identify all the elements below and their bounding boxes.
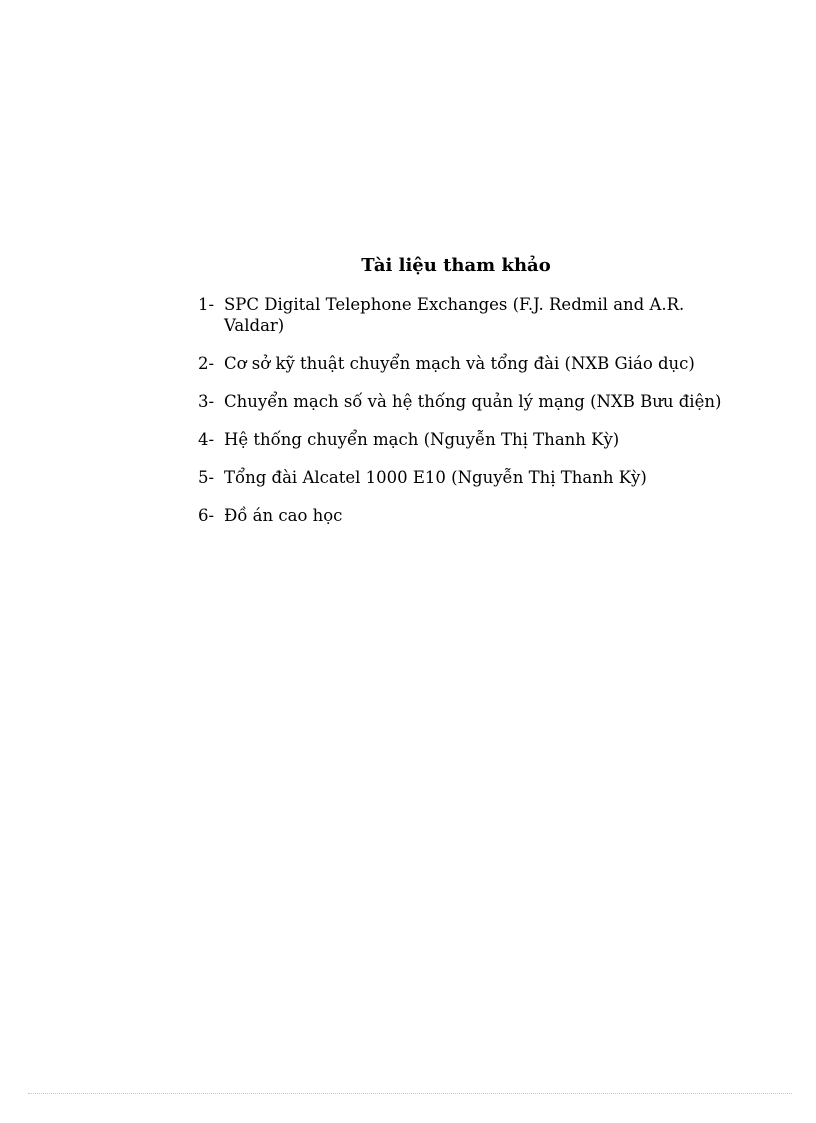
reference-item-5 — [198, 467, 738, 488]
reference-item-3 — [198, 391, 738, 412]
page-title: Tài liệu tham khảo — [361, 255, 551, 276]
reference-text: Chuyển mạch số và hệ thống quản lý mạng (NXB Bưu điện) — [224, 392, 722, 411]
reference-text: Đồ án cao học — [224, 506, 343, 525]
reference-number: 2- — [198, 354, 215, 373]
reference-text: Tổng đài Alcatel 1000 E10 (Nguyễn Thị Thanh Kỳ) — [224, 468, 647, 487]
reference-number: 1- — [198, 295, 215, 314]
reference-number: 3- — [198, 392, 215, 411]
reference-number: 4- — [198, 430, 215, 449]
reference-list — [198, 294, 738, 543]
reference-item-1 — [198, 294, 738, 336]
reference-item-6 — [198, 505, 738, 526]
reference-number: 6- — [198, 506, 215, 525]
reference-text: Hệ thống chuyển mạch (Nguyễn Thị Thanh Kỳ) — [224, 430, 620, 449]
reference-text: Cơ sở kỹ thuật chuyển mạch và tổng đài (NXB Giáo dục) — [224, 354, 695, 373]
reference-number: 5- — [198, 468, 215, 487]
reference-item-2 — [198, 353, 738, 374]
page-bottom-rule — [28, 1093, 792, 1094]
reference-text: SPC Digital Telephone Exchanges (F.J. Redmil and A.R. Valdar) — [224, 295, 685, 335]
reference-item-4 — [198, 429, 738, 450]
